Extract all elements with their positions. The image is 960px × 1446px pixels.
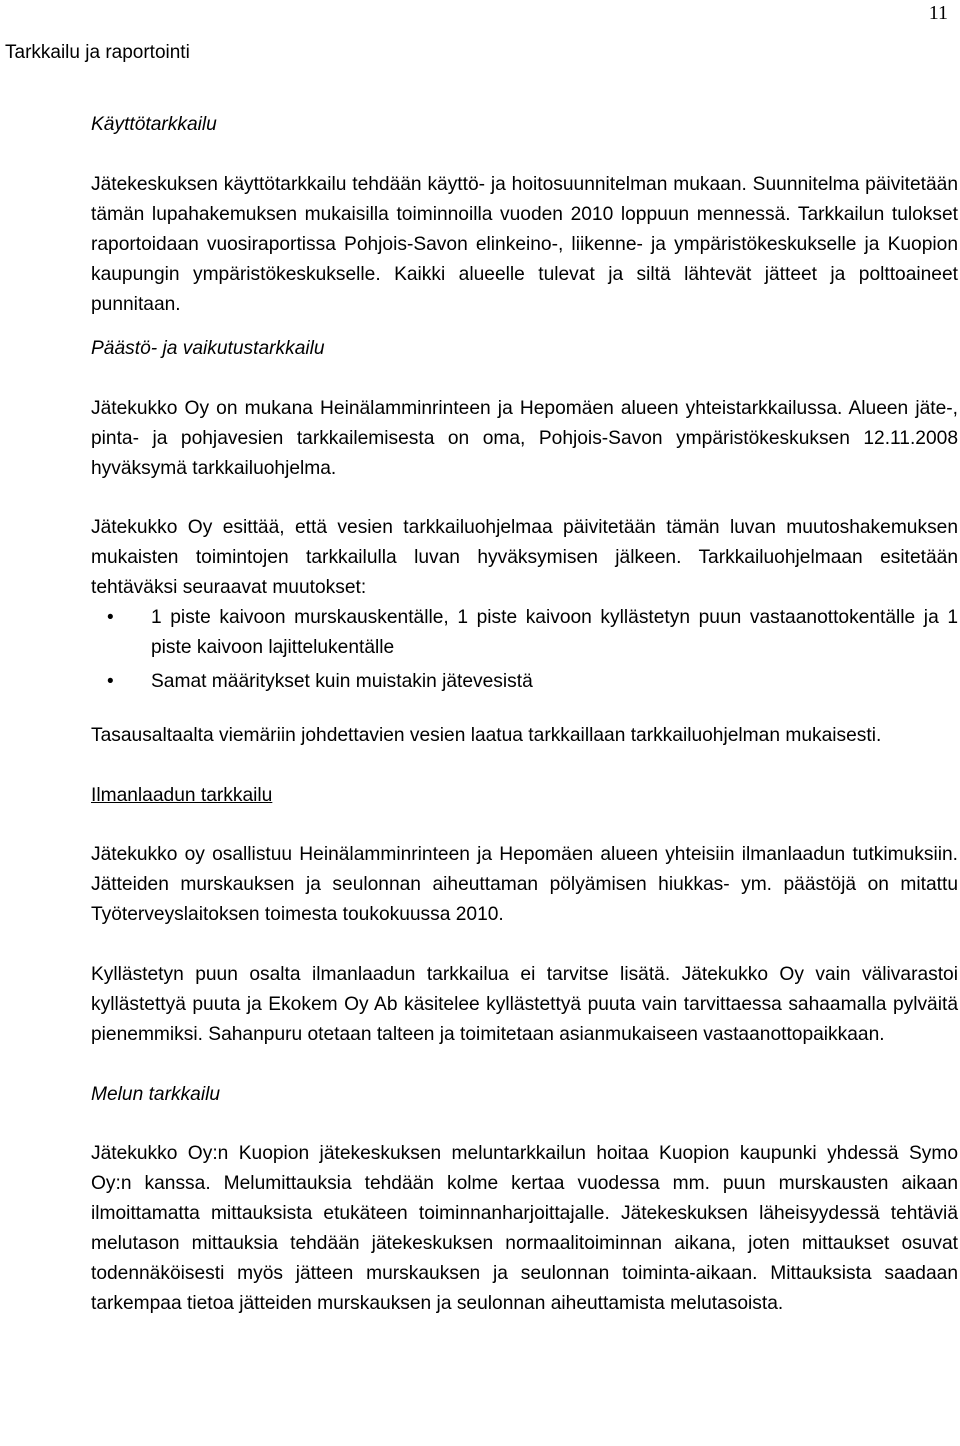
heading-melu: Melun tarkkailu [91, 1084, 221, 1105]
page-content [91, 110, 958, 1319]
paragraph-paasto-2: Jätekukko Oy esittää, että vesien tarkkailuohjelmaa päivitetään tämän luvan muutoshakemuksen mukaisten toimintojen tarkkailulla luvan hyväksymisen jälkeen. Tarkkailuohjelmaan esitetään tehtäväksi seuraavat muutokset: [91, 517, 958, 598]
heading-paasto: Päästö- ja vaikutustarkkailu [91, 338, 325, 359]
heading-kayttotarkkailu: Käyttötarkkailu [91, 114, 217, 135]
bullet-item: • 1 piste kaivoon murskauskentälle, 1 piste kaivoon kyllästetyn puun vastaanottokentälle ja 1 piste kaivoon lajittelukentälle [91, 603, 958, 663]
paragraph-paasto-3: Tasausaltaalta viemäriin johdettavien vesien laatua tarkkaillaan tarkkailuohjelman mukaisesti. [91, 725, 882, 746]
paragraph-ilmanlaatu-2: Kyllästetyn puun osalta ilmanlaadun tarkkailua ei tarvitse lisätä. Jätekukko Oy vain välivarastoi kyllästettyä puuta ja Ekokem Oy Ab käsitelee kyllästettyä puuta vain tarvittaessa sahaamalla pylväitä pienemmiksi. Sahanpuru otetaan talteen ja toimitetaan asianmukaiseen vastaanottopaikkaan. [91, 964, 958, 1045]
heading-ilmanlaatu: Ilmanlaadun tarkkailu [91, 785, 273, 806]
running-header: Tarkkailu ja raportointi [5, 42, 190, 63]
page-number: 11 [928, 2, 948, 24]
bullet-list [91, 603, 958, 697]
paragraph-kayttotarkkailu: Jätekeskuksen käyttötarkkailu tehdään käyttö- ja hoitosuunnitelman mukaan. Suunnitelma päivitetään tämän lupahakemuksen mukaisilla toiminnoilla vuoden 2010 loppuun mennessä. Tarkkailun tulokset raportoidaan vuosiraportissa Pohjois-Savon elinkeino-, liikenne- ja ympäristökeskukselle ja Kuopion kaupungin ympäristökeskukselle. Kaikki alueelle tulevat ja siltä lähtevät jätteet ja polttoaineet punnitaan. [91, 174, 958, 315]
paragraph-melu: Jätekukko Oy:n Kuopion jätekeskuksen meluntarkkailun hoitaa Kuopion kaupunki yhdessä Symo Oy:n kanssa. Melumittauksia tehdään kolme kertaa vuodessa mm. puun murskausten aikaan ilmoittamatta mittauksista etukäteen toiminnanharjoittajalle. Jätekeskuksen läheisyydessä tehtäviä melutason mittauksia tehdään jätekeskuksen normaalitoiminnan aikana, joten mittaukset osuvat todennäköisesti myös jätteen murskauksen ja seulonnan toiminta-aikaan. Mittauksista saadaan tarkempaa tietoa jätteiden murskauksen ja seulonnan aiheuttamista melutasoista. [91, 1143, 958, 1314]
paragraph-ilmanlaatu-1: Jätekukko oy osallistuu Heinälamminrinteen ja Hepomäen alueen yhteisiin ilmanlaadun tutkimuksiin. Jätteiden murskauksen ja seulonnan aiheuttaman pölyämisen hiukkas- ym. päästöjä on mitattu Työterveyslaitoksen toimesta toukokuussa 2010. [91, 844, 958, 925]
bullet-item: • Samat määritykset kuin muistakin jätevesistä [91, 667, 958, 697]
paragraph-paasto-1: Jätekukko Oy on mukana Heinälamminrinteen ja Hepomäen alueen yhteistarkkailussa. Alueen jäte-, pinta- ja pohjavesien tarkkailemisesta on oma, Pohjois-Savon ympäristökeskuksen 12.11.2008 hyväksymä tarkkailuohjelma. [91, 398, 958, 479]
